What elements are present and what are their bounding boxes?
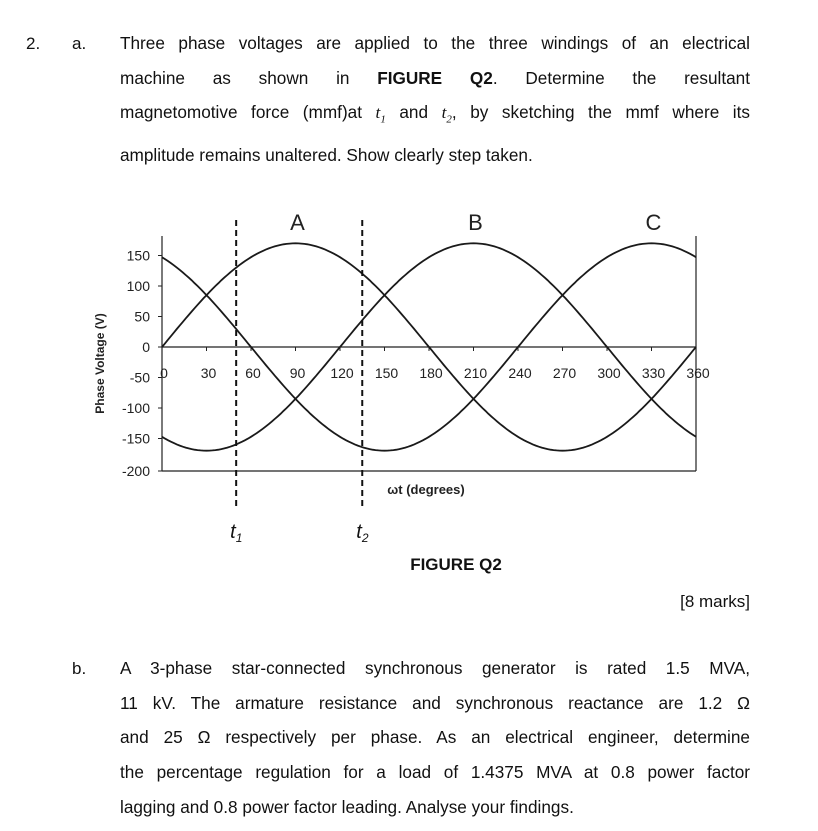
- time-marker-label-1: $t_1$: [230, 521, 243, 545]
- y-tick-label: -100: [121, 400, 150, 416]
- part-a-line-4: amplitude remains unaltered. Show clearly step taken.: [120, 144, 533, 165]
- x-tick-label: 0: [160, 365, 168, 381]
- part-a-label: a.: [72, 34, 87, 53]
- part-a-marks: [8 marks]: [680, 592, 750, 611]
- time-marker-label-2: $t_2$: [356, 521, 369, 545]
- x-tick-label: 120: [330, 365, 354, 381]
- y-tick-label: 150: [126, 247, 150, 264]
- x-tick-label: 210: [463, 365, 488, 381]
- phase-label-c: C: [645, 210, 662, 235]
- y-tick-label: -150: [121, 430, 150, 447]
- phase-label-b: B: [468, 210, 483, 235]
- x-axis-label: ωt (degrees): [387, 482, 465, 497]
- x-tick-label: 90: [289, 365, 306, 381]
- y-tick-label: 100: [126, 278, 150, 294]
- x-tick-label: 60: [245, 365, 261, 381]
- y-tick-label: -200: [121, 463, 150, 479]
- y-tick-label: -50: [129, 369, 150, 386]
- y-axis-label: Phase Voltage (V): [93, 313, 107, 414]
- part-a-line-2: machine as shown in FIGURE Q2. Determine the resultant: [120, 67, 750, 88]
- part-b-line-4: the percentage regulation for a load of 1.4375 MVA at 0.8 power factor: [120, 762, 750, 783]
- x-tick-label: 300: [597, 365, 621, 381]
- x-tick-label: 30: [200, 365, 217, 381]
- phase-label-a: A: [290, 210, 305, 235]
- part-a-line-3: magnetomotive force (mmf)at $t_1$ and $t_2$, by sketching the mmf where its: [120, 102, 750, 126]
- x-tick-label: 150: [374, 365, 399, 381]
- x-tick-label: 180: [419, 365, 443, 381]
- figure-ref: FIGURE Q2: [377, 67, 493, 88]
- part-b-text: [120, 651, 750, 825]
- y-tick-label: 50: [134, 308, 150, 325]
- x-tick-label: 270: [552, 365, 577, 381]
- part-a-text: [120, 26, 750, 172]
- y-tick-label: 0: [142, 339, 150, 355]
- part-b-line-5: lagging and 0.8 power factor leading. Analyse your findings.: [120, 796, 574, 817]
- part-b-line-2: 11 kV. The armature resistance and synchronous reactance are 1.2 Ω: [120, 692, 750, 713]
- part-b-line-3: and 25 Ω respectively per phase. As an electrical engineer, determine: [120, 727, 750, 748]
- phase-voltage-chart: [0, 200, 818, 550]
- part-a-line-1: Three phase voltages are applied to the three windings of an electrical: [120, 33, 750, 53]
- time-marker-subscript-2: 2: [361, 531, 369, 545]
- x-tick-label: 360: [686, 365, 710, 381]
- part-b-label: b.: [72, 659, 87, 678]
- time-marker-subscript-1: 1: [235, 531, 243, 545]
- x-tick-label: 330: [641, 365, 666, 381]
- figure-caption: FIGURE Q2: [410, 555, 502, 574]
- question-number: 2.: [26, 34, 41, 53]
- part-b-line-1: A 3-phase star-connected synchronous generator is rated 1.5 MVA,: [120, 658, 750, 678]
- x-tick-label: 240: [508, 365, 532, 381]
